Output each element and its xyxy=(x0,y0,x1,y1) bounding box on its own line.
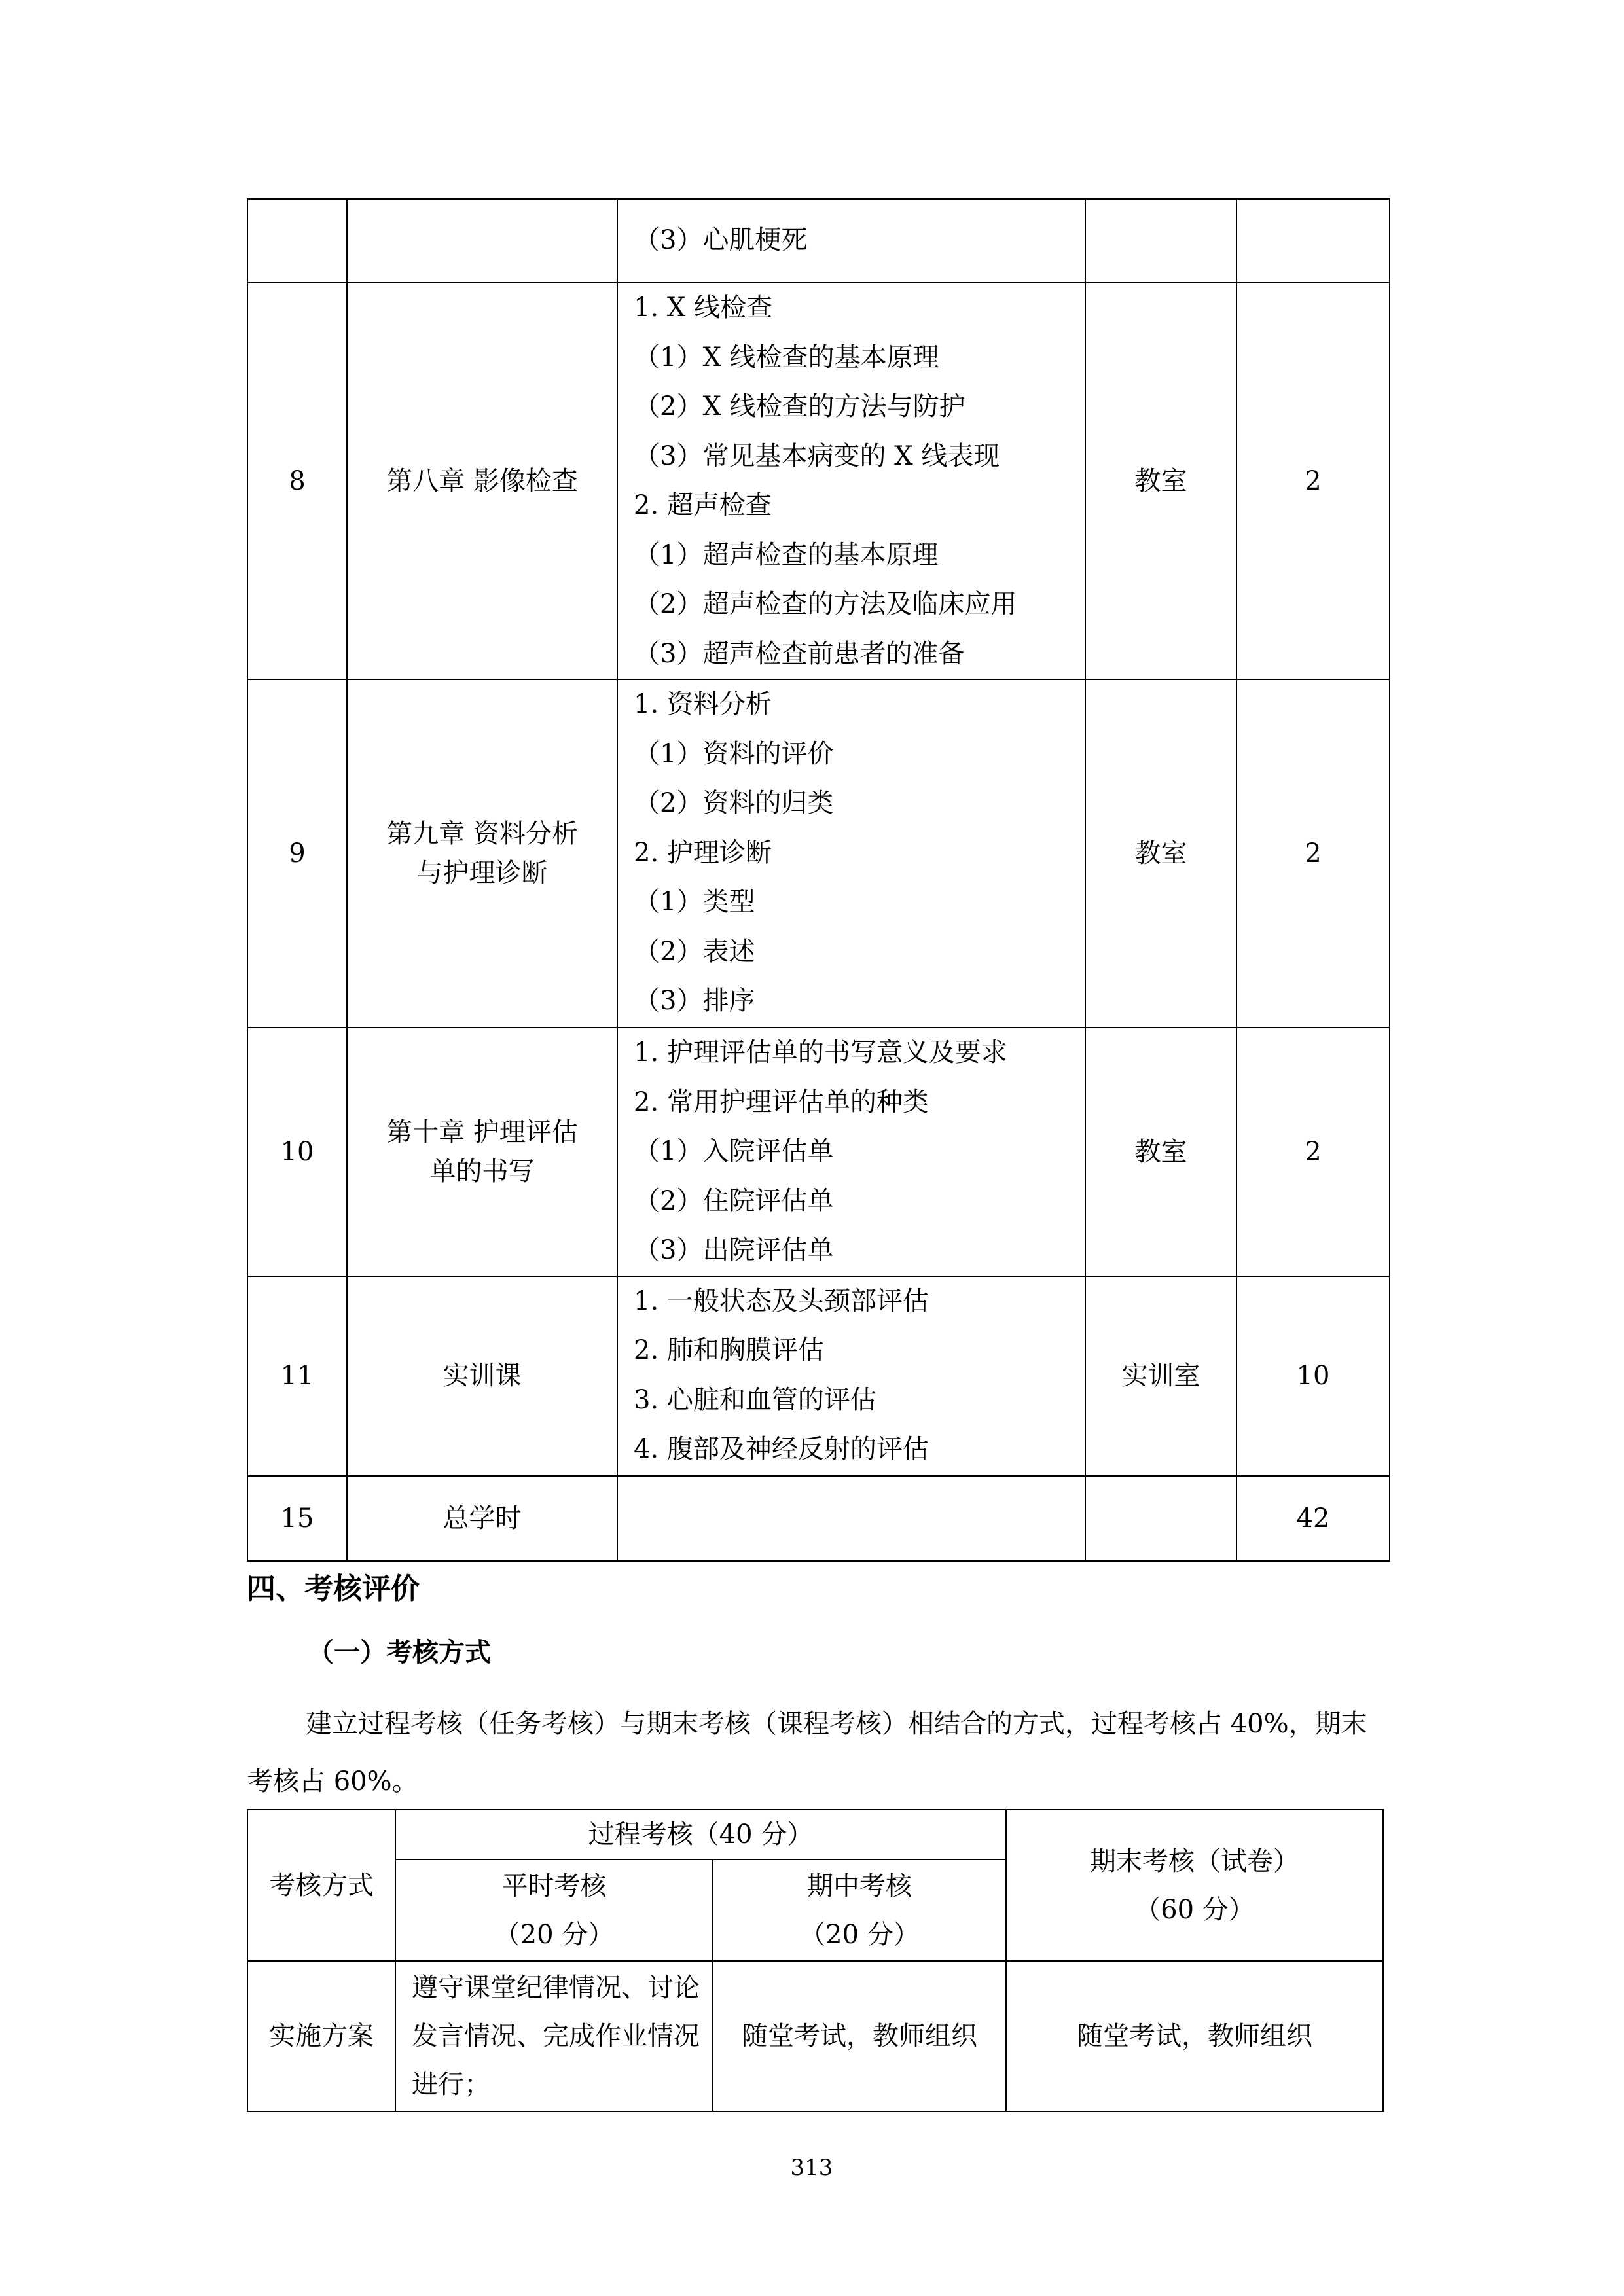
place: 实训室 xyxy=(1121,1361,1200,1391)
row-number: 8 xyxy=(289,466,306,496)
place: 教室 xyxy=(1134,1136,1187,1167)
content-item: （1）X 线检查的基本原理 xyxy=(634,342,939,372)
course-row xyxy=(247,283,1390,679)
place: 教室 xyxy=(1134,466,1187,496)
content-item: （2）X 线检查的方法与防护 xyxy=(634,391,965,422)
hours: 2 xyxy=(1305,1136,1322,1167)
content-cell xyxy=(617,679,1085,1028)
place-cell xyxy=(1085,679,1236,1028)
content-item: 2. 超声检查 xyxy=(634,490,772,520)
regular-header: 平时考核 xyxy=(501,1871,607,1901)
final-header: 期末考核（试卷） xyxy=(1090,1846,1299,1876)
hours: 10 xyxy=(1296,1361,1330,1391)
plan-label: 实施方案 xyxy=(269,2021,374,2051)
content-item: 2. 常用护理评估单的种类 xyxy=(634,1086,929,1117)
chapter-title-line: 单的书写 xyxy=(429,1156,535,1187)
content-item: 1. 资料分析 xyxy=(634,689,772,719)
content-cell xyxy=(617,1276,1085,1476)
row-number-cell xyxy=(247,1476,347,1561)
method-label: 考核方式 xyxy=(269,1870,374,1901)
content-item: （1）超声检查的基本原理 xyxy=(634,539,939,570)
regular-score: （20 分） xyxy=(494,1919,615,1950)
content-item: （1）入院评估单 xyxy=(634,1136,834,1166)
content-item: 3. 心脏和血管的评估 xyxy=(634,1384,876,1415)
chapter-title-line: 实训课 xyxy=(442,1361,522,1391)
process-header: 过程考核（40 分） xyxy=(588,1820,814,1850)
chapter-title-line: 第九章 资料分析 xyxy=(386,819,578,849)
row-number-cell xyxy=(247,199,347,283)
final-plan-cell xyxy=(1006,1961,1383,2111)
content-item: （1）资料的评价 xyxy=(634,738,834,769)
content-item: （1）类型 xyxy=(634,887,755,917)
midterm-plan: 随堂考试，教师组织 xyxy=(742,2021,977,2051)
chapter-title-line: 第十章 护理评估 xyxy=(386,1117,578,1147)
place-cell xyxy=(1085,283,1236,679)
place-cell xyxy=(1085,199,1236,283)
regular-plan: 遵守课堂纪律情况、讨论发言情况、完成作业情况进行； xyxy=(412,1973,700,2100)
content-item: （2）资料的归类 xyxy=(634,788,834,818)
content-item: 1. 一般状态及头颈部评估 xyxy=(634,1285,929,1316)
row-number-cell xyxy=(247,283,347,679)
row-number-cell xyxy=(247,1028,347,1276)
hours-cell xyxy=(1236,199,1390,283)
content-item: 2. 护理诊断 xyxy=(634,837,772,868)
content-item: 1. 护理评估单的书写意义及要求 xyxy=(634,1037,1007,1067)
place: 教室 xyxy=(1134,838,1187,869)
content-item: （3）超声检查前患者的准备 xyxy=(634,638,965,669)
row-number: 11 xyxy=(280,1361,314,1391)
content-cell xyxy=(617,199,1085,283)
chapter-title-line: 与护理诊断 xyxy=(416,858,548,888)
row-number: 15 xyxy=(280,1503,314,1534)
assessment-paragraph: 建立过程考核（任务考核）与期末考核（课程考核）相结合的方式，过程考核占 40%，期末考核占 60%。 xyxy=(247,1709,1367,1797)
hours: 2 xyxy=(1305,838,1322,869)
process-header-cell xyxy=(395,1810,1006,1859)
chapter-title-line: 第八章 影像检查 xyxy=(386,466,578,496)
chapter-title-line: 总学时 xyxy=(442,1503,522,1534)
row-number: 10 xyxy=(280,1136,314,1167)
content-cell xyxy=(617,1476,1085,1561)
course-row xyxy=(247,679,1390,1028)
content-item: 1. X 线检查 xyxy=(634,293,773,323)
content-item: 4. 腹部及神经反射的评估 xyxy=(634,1434,929,1464)
row-number: 9 xyxy=(289,838,306,869)
regular-plan-cell xyxy=(395,1961,713,2111)
midterm-plan-cell xyxy=(713,1961,1006,2111)
hours-cell xyxy=(1236,1476,1390,1561)
midterm-score: （20 分） xyxy=(799,1919,920,1950)
chapter-cell xyxy=(347,679,617,1028)
hours: 42 xyxy=(1296,1503,1330,1534)
section-heading: 四、考核评价 xyxy=(247,1572,420,1605)
content-item: （2）超声检查的方法及临床应用 xyxy=(634,589,1017,619)
content-item: （3）常见基本病变的 X 线表现 xyxy=(634,440,1000,471)
plan-label-cell xyxy=(247,1961,395,2111)
method-label-cell xyxy=(247,1810,395,1961)
midterm-header-cell xyxy=(713,1859,1006,1961)
hours-cell xyxy=(1236,679,1390,1028)
final-score: （60 分） xyxy=(1134,1894,1255,1925)
final-header-cell xyxy=(1006,1810,1383,1961)
content-item: （2）表述 xyxy=(634,936,755,967)
place-cell xyxy=(1085,1276,1236,1476)
content-cell xyxy=(617,1028,1085,1276)
page-number: 313 xyxy=(790,2155,833,2181)
content-cell xyxy=(617,283,1085,679)
place-cell xyxy=(1085,1028,1236,1276)
final-plan: 随堂考试，教师组织 xyxy=(1077,2021,1312,2051)
chapter-cell xyxy=(347,1476,617,1561)
course-row xyxy=(247,1276,1390,1476)
hours-cell xyxy=(1236,283,1390,679)
hours-cell xyxy=(1236,1276,1390,1476)
course-row xyxy=(247,199,1390,283)
course-row xyxy=(247,1476,1390,1561)
content-item: （3）排序 xyxy=(634,986,755,1016)
hours-cell xyxy=(1236,1028,1390,1276)
chapter-cell xyxy=(347,283,617,679)
hours: 2 xyxy=(1305,466,1322,496)
place-cell xyxy=(1085,1476,1236,1561)
chapter-cell xyxy=(347,1276,617,1476)
midterm-header: 期中考核 xyxy=(807,1871,912,1901)
section-subheading: （一）考核方式 xyxy=(308,1638,491,1668)
row-number-cell xyxy=(247,1276,347,1476)
regular-header-cell xyxy=(395,1859,713,1961)
course-schedule-table xyxy=(247,198,1390,1562)
content-item: 2. 肺和胸膜评估 xyxy=(634,1335,824,1365)
chapter-cell xyxy=(347,199,617,283)
course-row xyxy=(247,1028,1390,1276)
content-item: （3）心肌梗死 xyxy=(634,225,808,256)
row-number-cell xyxy=(247,679,347,1028)
assessment-table xyxy=(247,1809,1384,2112)
content-item: （2）住院评估单 xyxy=(634,1185,834,1216)
content-item: （3）出院评估单 xyxy=(634,1235,834,1265)
chapter-cell xyxy=(347,1028,617,1276)
